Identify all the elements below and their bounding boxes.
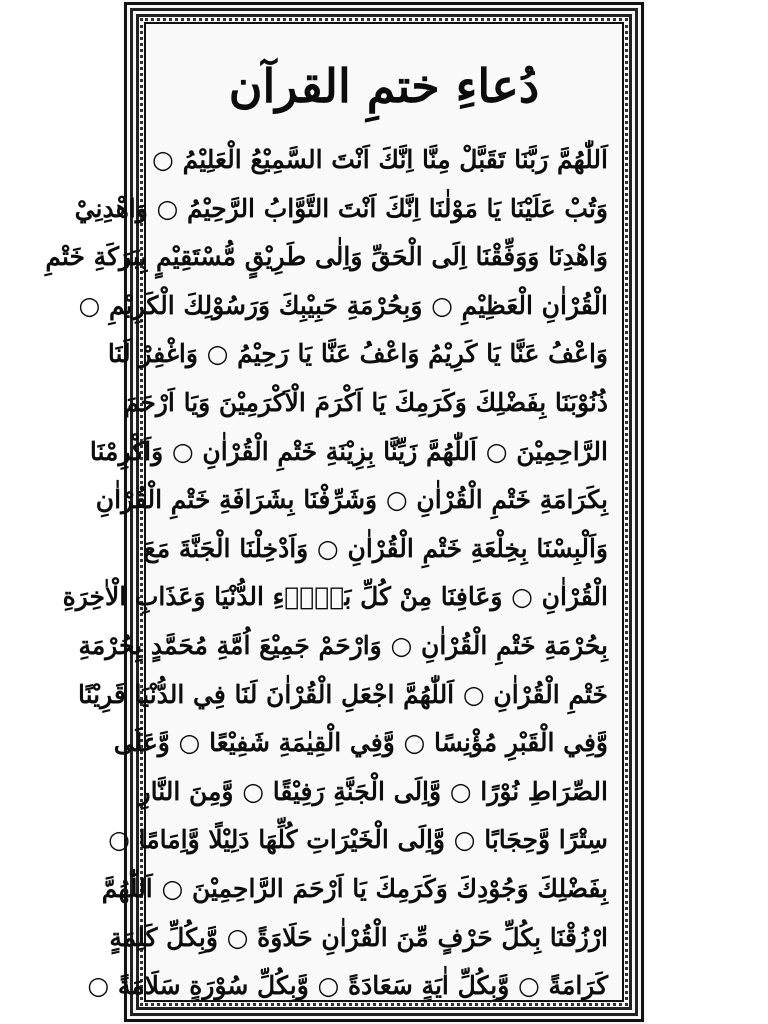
text-line: وَاَلْبِسْنَا بِخِلْعَةِ خَتْمِ الْقُرْاٰنِ ○ وَاَدْخِلْنَا الْجَنَّةَ مَعَ (143, 533, 608, 563)
prayer-page (45, 0, 646, 1024)
text-line: الصِّرَاطِ نُوْرًا ○ وَّاِلَى الْجَنَّةِ رَفِيْقًا ○ وَّمِنَ النَّارِ (138, 776, 608, 806)
prayer-text (45, 136, 608, 1011)
text-line: الرَّاحِمِيْنَ ○ اَللّٰهُمَّ زَيِّنَّا بِزِيْنَةِ خَتْمِ الْقُرْاٰنِ ○ وَاَكْرِمْنَا (89, 436, 608, 466)
text-panel (45, 22, 624, 1002)
text-line: وَتُبْ عَلَيْنَا يَا مَوْلٰنَا اِنَّكَ اَنْتَ التَّوَّابُ الرَّحِيْمُ ○ وَاهْدِنِيْ (74, 193, 608, 223)
text-line: خَتْمِ الْقُرْاٰنِ ○ اَللّٰهُمَّ اجْعَلِ الْقُرْاٰنَ لَنَا فِي الدُّنْيَا قَرِيْنًا (77, 679, 608, 709)
text-line: ارْزُقْنَا بِكُلِّ حَرْفٍ مِّنَ الْقُرْاٰنِ حَلَاوَةً ○ وَّبِكُلِّ كَلِمَةٍ (109, 922, 608, 952)
text-line: اَللّٰهُمَّ رَبَّنَا تَقَبَّلْ مِنَّا اِنَّكَ اَنْتَ السَّمِيْعُ الْعَلِيْمُ ○ (152, 145, 608, 174)
text-line: سِتْرًا وَّحِجَابًا ○ وَّاِلَى الْخَيْرَاتِ كُلِّهَا دَلِيْلًا وَّاِمَامًا ○ (108, 825, 608, 855)
text-line: ذُنُوْبَنَا بِفَضْلِكَ وَكَرَمِكَ يَا اَكْرَمَ الْاَكْرَمِيْنَ وَيَا اَرْحَمَ (123, 387, 608, 417)
text-line: بِحُرْمَةِ خَتْمِ الْقُرْاٰنِ ○ وَارْحَمْ جَمِيْعَ اُمَّةِ مُحَمَّدٍ بِحُرْمَةِ (78, 630, 608, 660)
text-line: الْقُرْاٰنِ الْعَظِيْمِ ○ وَبِحُرْمَةِ حَبِيْبِكَ وَرَسُوْلِكَ الْكَرِيْمِ ○ (78, 290, 608, 320)
page-title: دُعاءِ ختمِ القرآن (228, 59, 540, 113)
text-line: وَاهْدِنَا وَوَفِّقْنَا اِلَى الْحَقِّ وَاِلٰى طَرِيْقٍ مُّسْتَقِيْمٍ بِبَرَكَةِ خَتْمِ (45, 242, 608, 272)
text-line: وَّفِي الْقَبْرِ مُؤْنِسًا ○ وَّفِي الْقِيٰمَةِ شَفِيْعًا ○ وَّعَلَى (113, 728, 608, 758)
text-line: بِكَرَامَةِ خَتْمِ الْقُرْاٰنِ ○ وَشَرِّفْنَا بِشَرَافَةِ خَتْمِ الْقُرْاٰنِ (95, 485, 608, 515)
text-line: بِفَضْلِكَ وَجُوْدِكَ وَكَرَمِكَ يَا اَرْحَمَ الرَّاحِمِيْنَ ○ اَللّٰهُمَّ (101, 873, 608, 903)
text-line: الْقُرْاٰنِ ○ وَعَافِنَا مِنْ كُلِّ بَلَاۤءِ الدُّنْيَا وَعَذَابِ الْاٰخِرَةِ (62, 582, 608, 612)
text-line: وَاعْفُ عَنَّا يَا كَرِيْمُ وَاعْفُ عَنَّا يَا رَحِيْمُ ○ وَاغْفِرْ لَنَا (107, 339, 608, 369)
text-line: كَرَامَةً ○ وَّبِكُلِّ اٰيَةٍ سَعَادَةً ○ وَّبِكُلِّ سُوْرَةٍ سَلَامَةً ○ (87, 971, 608, 1001)
